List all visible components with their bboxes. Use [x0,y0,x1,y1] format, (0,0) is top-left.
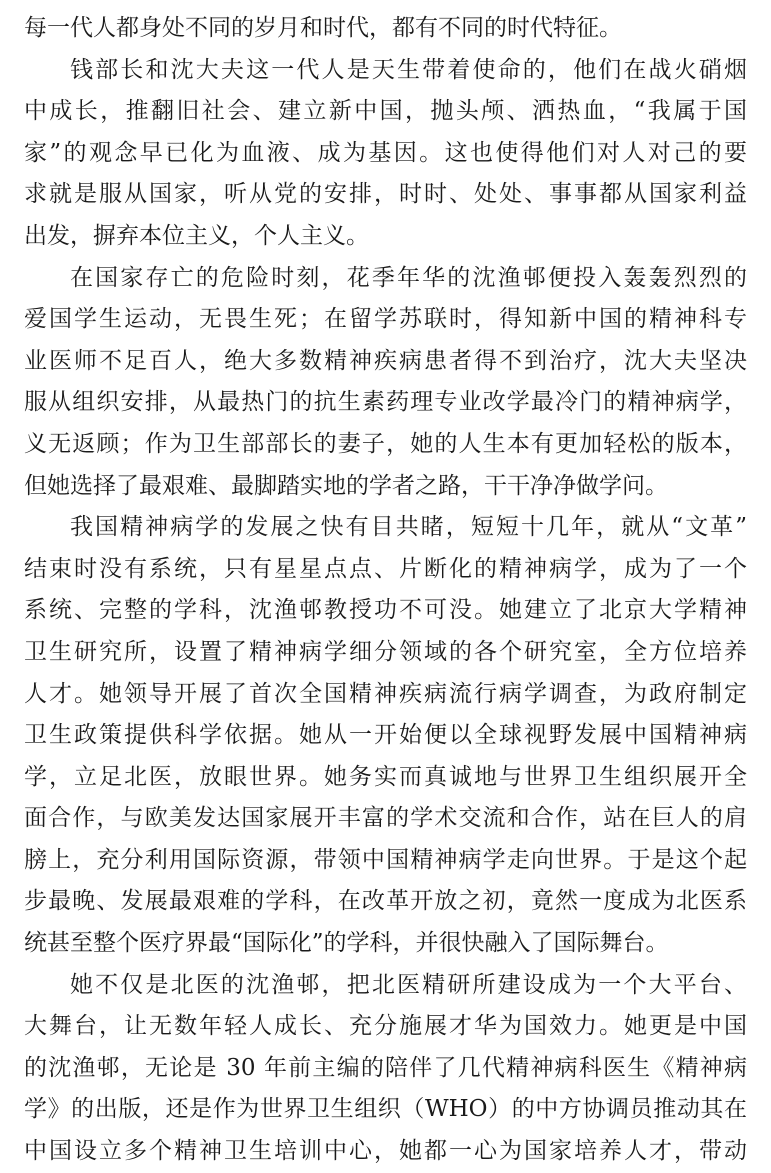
text-line-22: 步最晚、发展最艰难的学科，在改革开放之初，竟然一度成为北医系 [24,888,747,915]
text-line-12: 但她选择了最艰难、最脚踏实地的学者之路，干干净净做学问。 [24,472,668,499]
text-line-4: 家”的观念早已化为血液、成为基因。这也使得他们对人对己的要 [24,139,747,166]
text-line-28: 中国设立多个精神卫生培训中心，她都一心为国家培养人才，带动 [24,1138,747,1165]
text-line-19: 学，立足北医，放眼世界。她务实而真诚地与世界卫生组织展开全 [24,763,747,790]
text-line-10: 服从组织安排，从最热门的抗生素药理专业改学最冷门的精神病学， [24,389,747,416]
text-line-11: 义无返顾；作为卫生部部长的妻子，她的人生本有更加轻松的版本， [24,430,747,457]
text-line-27: 学》的出版，还是作为世界卫生组织（WHO）的中方协调员推动其在 [24,1096,747,1123]
text-line-20: 面合作，与欧美发达国家展开丰富的学术交流和合作，站在巨人的肩 [24,805,747,832]
text-line-9: 业医师不足百人，绝大多数精神疾病患者得不到治疗，沈大夫坚决 [24,347,747,374]
text-line-2: 钱部长和沈大夫这一代人是天生带着使命的，他们在战火硝烟 [70,56,747,83]
text-line-26: 的沈渔邨，无论是 30 年前主编的陪伴了几代精神病科医生《精神病 [24,1054,747,1081]
text-line-5: 求就是服从国家，听从党的安排，时时、处处、事事都从国家利益 [24,181,747,208]
text-line-24: 她不仅是北医的沈渔邨，把北医精研所建设成为一个大平台、 [70,971,747,998]
text-line-14: 结束时没有系统，只有星星点点、片断化的精神病学，成为了一个 [24,555,747,582]
text-line-16: 卫生研究所，设置了精神病学细分领域的各个研究室，全方位培养 [24,638,747,665]
text-line-17: 人才。她领导开展了首次全国精神疾病流行病学调查，为政府制定 [24,680,747,707]
text-line-7: 在国家存亡的危险时刻，花季年华的沈渔邨便投入轰轰烈烈的 [70,264,747,291]
text-line-15: 系统、完整的学科，沈渔邨教授功不可没。她建立了北京大学精神 [24,597,747,624]
text-line-8: 爱国学生运动，无畏生死；在留学苏联时，得知新中国的精神科专 [24,306,747,333]
text-line-21: 膀上，充分利用国际资源，带领中国精神病学走向世界。于是这个起 [24,846,747,873]
text-line-3: 中成长，推翻旧社会、建立新中国，抛头颅、洒热血，“我属于国 [24,98,747,125]
text-line-25: 大舞台，让无数年轻人成长、充分施展才华为国效力。她更是中国 [24,1013,747,1040]
text-line-13: 我国精神病学的发展之快有目共睹，短短十几年，就从“文革” [70,514,747,541]
text-line-18: 卫生政策提供科学依据。她从一开始便以全球视野发展中国精神病 [24,722,747,749]
text-line-23: 统甚至整个医疗界最“国际化”的学科，并很快融入了国际舞台。 [24,930,669,957]
text-line-1: 每一代人都身处不同的岁月和时代，都有不同的时代特征。 [24,15,622,41]
text-line-6: 出发，摒弃本位主义，个人主义。 [24,222,369,249]
